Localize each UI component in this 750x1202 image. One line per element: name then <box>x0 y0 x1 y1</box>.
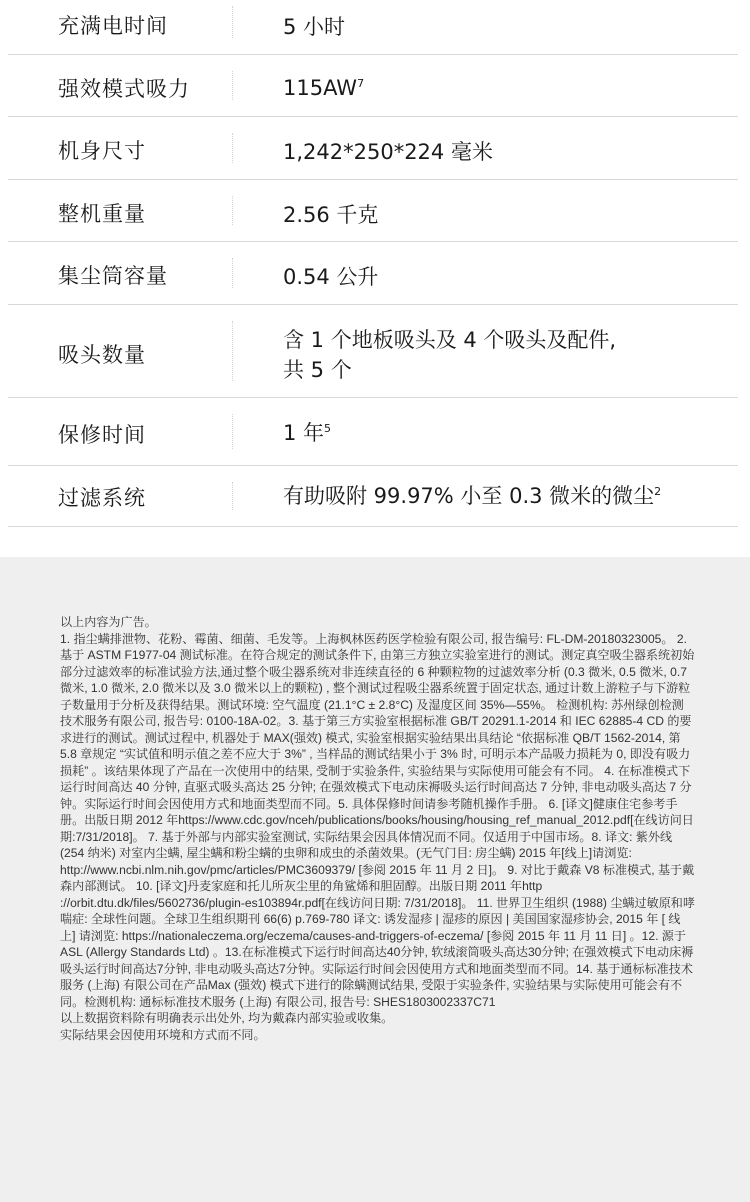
spec-value: 0.54 公升 <box>283 265 379 289</box>
row-divider <box>232 321 233 381</box>
data-source-note: 以上数据资料除有明确表示出处外, 均为戴森内部实验或收集。 <box>60 1011 394 1025</box>
spec-label: 整机重量 <box>58 202 146 226</box>
spec-label: 过滤系统 <box>58 486 146 510</box>
spec-value: 2.56 千克 <box>283 203 379 227</box>
row-divider <box>232 196 233 225</box>
actual-results-note: 实际结果会因使用环境和方式而不同。 <box>60 1027 266 1042</box>
spec-row-dimensions <box>8 117 738 180</box>
spec-value: 1,242*250*224 毫米 <box>283 140 493 164</box>
spec-value: 含 1 个地板吸头及 4 个吸头及配件, 共 5 个 <box>283 328 617 382</box>
row-divider <box>232 482 233 510</box>
spec-row-weight <box>8 180 738 242</box>
spec-label: 保修时间 <box>58 423 146 447</box>
footnote-mark: 7 <box>357 77 365 90</box>
spec-row-warranty <box>8 398 738 466</box>
row-divider <box>232 133 233 163</box>
footnotes-section <box>0 557 750 1202</box>
footnotes-text <box>60 614 695 1043</box>
row-divider <box>232 71 233 100</box>
spec-row-filtration <box>8 466 738 527</box>
footnotes-body: 1. 指尘螨排泄物、花粉、霉菌、细菌、毛发等。上海枫林医药医学检验有限公司, 报告编号: FL-DM-20180323005。 2. 基于 ASTM F1977-04 测试标准。在符合规定的测试条件下, 由第三方独立实验室进行的测试。测定真空吸尘器系统初始部分过滤效率的标准试验方法,通过整个吸尘器系统对非连续直径的 6 种颗粒物的过滤效率分析 (0.3 微米, 0.5 微米, 0.7 微米, 1.0 微米, 2.0 微米以及 3.0 微米以上的颗粒) , 整个测试过程吸尘器系统置于固定状态, 通过计数上游粒子与下游粒子数量用于分析及获得结果。测试环境: 空气温度 (21.1°C ± 2.8°C) 及湿度区间 35%—55%。 检测机构: 苏州绿创检测技术服务有限公司, 报告号: 0100-18A-02。3. 基于第三方实验室根据标准 GB/T 20291.1-2014 和 IEC 62885-4 CD 的要求进行的测试。测试过程中, 机器处于 MAX(强效) 模式, 实验室根据实验结果出具结论 “依据标准 QB/T 1562-2014, 第 5.8 章规定 “实试值和明示值之差不应大于 3%” , 当样品的测试结果小于 3% 时, 可明示本产品吸力损耗为 0, 即没有吸力损耗” 。该结果体现了产品在一次使用中的结果, 受制于实验条件, 实验结果与实际使用可能会有不同。 4. 在标准模式下运行时间高达 40 分钟, 直驱式吸头高达 25 分钟; 在强效模式下电动床褥吸头运行时间高达 7 分钟, 非电动吸头高达 7 分钟。实际运行时间会因使用方式和地面类型而不同。5. 具体保修时间请参考随机操作手册。 6. [译文]健康住宅参考手册。出版日期 2012 年https://www.cdc.gov/nceh/publications/books/housing/housing_ref_manual_2012.pdf[在线访问日期:7/31/2018]。 7. 基于外部与内部实验室测试, 实际结果会因具体情况而不同。仅适用于中国市场。8. 译文: 紫外线 (254 纳米) 对室内尘螨, 屋尘螨和粉尘螨的虫卵和成虫的杀菌效果。(无气门目: 房尘螨) 2015 年[线上]请浏览: http://www.ncbi.nlm.nih.gov/pmc/articles/PMC3609379/ [参阅 2015 年 11 月 2 日]。 9. 对比于戴森 V8 标准模式, 基于戴森内部测试。 10. [译文]丹麦家庭和托儿所灰尘里的角鲨烯和胆固醇。出版日期 2011 年http ://orbit.dtu.dk/files/5602736/plugin-es103894r.pdf[在线访问日期: 7/31/2018]。 11. 世界卫生组织 (1988) 尘螨过敏原和哮喘症: 全球性问题。全球卫生组织期刊 66(6) p.769-780 译文: 诱发湿疹 | 湿疹的原因 | 美国国家湿疹协会, 2015 年 [ 线上] 请浏览: https://nationaleczema.org/eczema/causes-and-triggers-of-eczema/ [参阅 2015 年 11 月 11 日] 。12. 源于 ASL (Allergy Standards Ltd) 。13.在标准模式下运行时间高达40分钟, 软绒滚筒吸头高达30分钟; 在强效模式下电动床褥吸头运行时间高达7分钟, 非电动吸头高达7分钟。实际运行时间会因使用方式和地面类型而不同。14. 基于通标标准技术服务 (上海) 有限公司在产品Max (强效) 模式下进行的除螨测试结果, 受限于实验条件, 实验结果与实际使用可能会有不同。检测机构: 通标标准技术服务 (上海) 有限公司, 报告号: SHES1803002337C71 <box>60 631 695 1009</box>
row-divider <box>232 258 233 288</box>
ad-disclaimer: 以上内容为广告。 <box>60 615 157 629</box>
row-divider <box>232 6 233 38</box>
spec-row-charge-time <box>8 0 738 55</box>
spec-table <box>0 0 750 557</box>
spec-value: 有助吸附 99.97% 小至 0.3 微米的微尘$^2$ <box>283 484 662 508</box>
spec-value: 1 年$^5$ <box>283 421 332 445</box>
row-divider <box>232 414 233 449</box>
spec-label: 集尘筒容量 <box>58 264 168 288</box>
spec-row-attachments <box>8 305 738 398</box>
spec-value: $115AW^7$ <box>283 76 365 100</box>
spec-value: 5 小时 <box>283 15 346 39</box>
spec-label: 吸头数量 <box>58 343 146 367</box>
footnote-mark: 5 <box>324 422 332 435</box>
footnote-mark: 2 <box>654 485 662 498</box>
spec-label: 充满电时间 <box>58 14 168 38</box>
spec-label: 强效模式吸力 <box>58 77 190 101</box>
spec-label: 机身尺寸 <box>58 139 146 163</box>
spec-row-suction-power <box>8 55 738 117</box>
spec-row-bin-capacity <box>8 242 738 305</box>
